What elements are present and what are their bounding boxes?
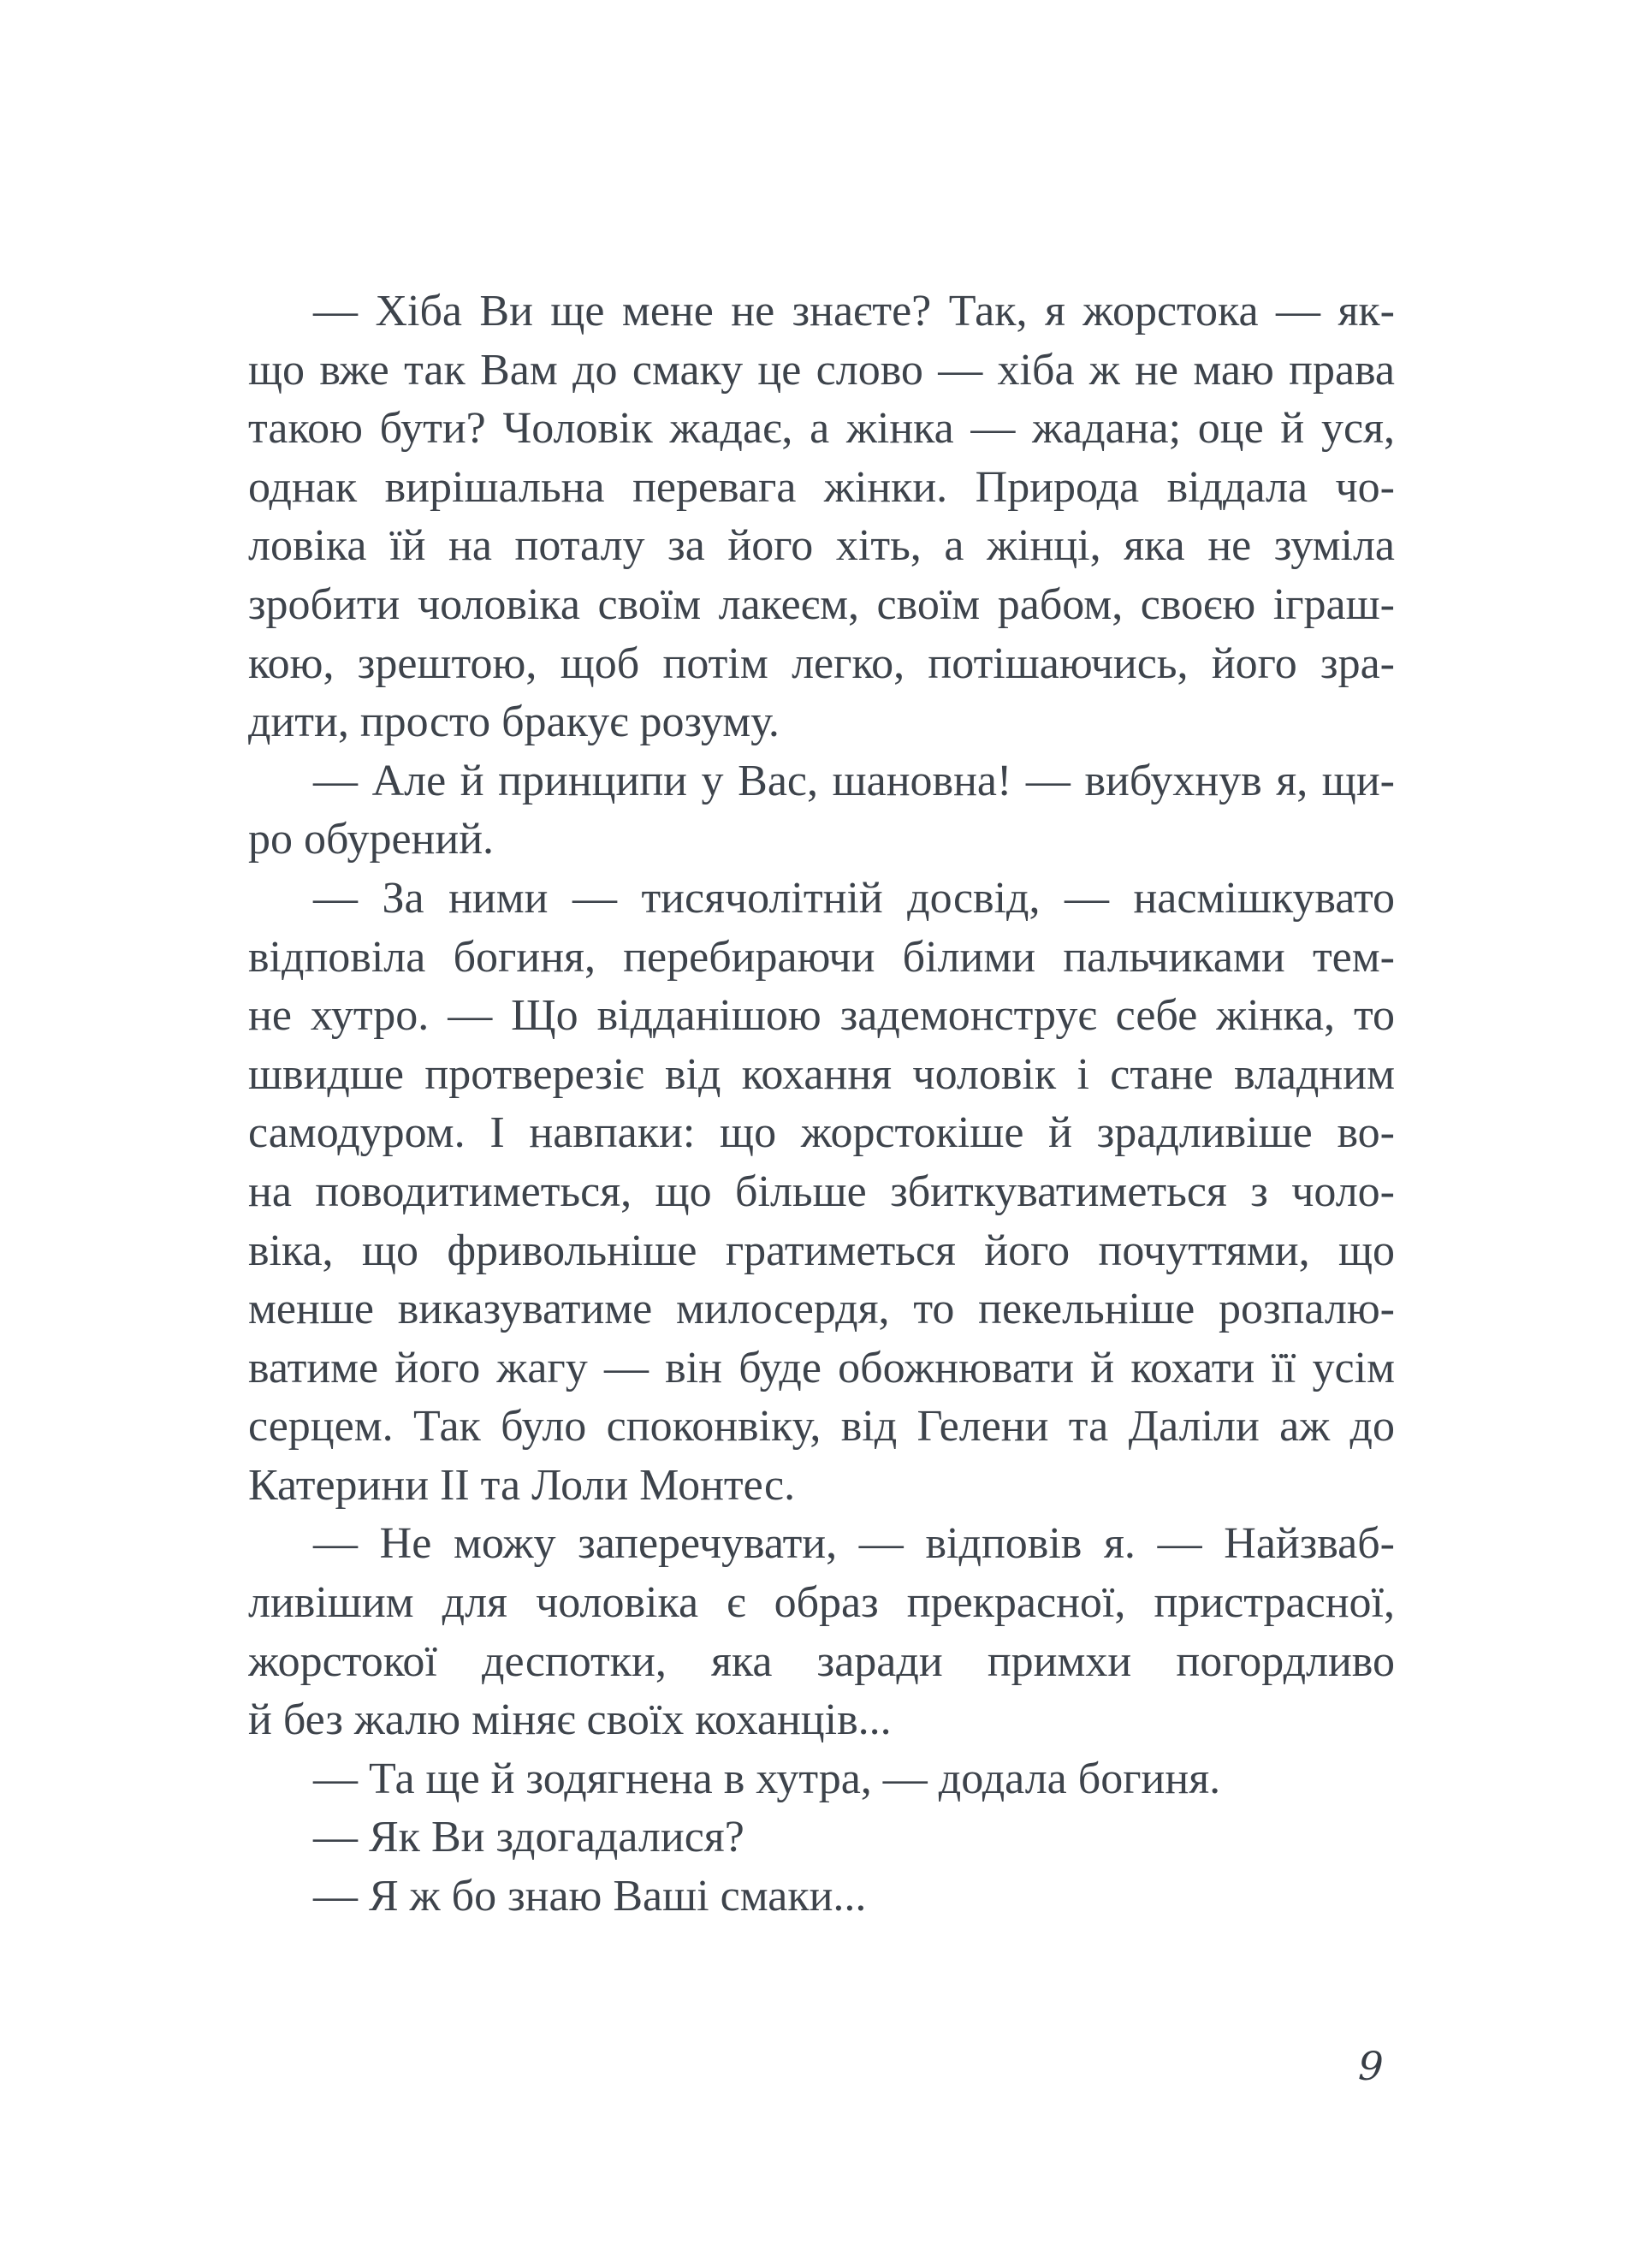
text-line: — Та ще й зодягнена в хутра, — додала богиня. <box>313 1754 1221 1803</box>
text-line: ватиме його жагу — він буде обожнювати й кохати її усім <box>248 1343 1395 1392</box>
text-line: — За ними — тисячолітній досвід, — насмішкувато <box>313 873 1395 923</box>
text-line: однак вирішальна перевага жінки. Природа віддала чо- <box>248 462 1395 512</box>
text-line: такою бути? Чоловік жадає, а жінка — жадана; оце й уся, <box>248 404 1395 454</box>
text-line: кою, зрештою, щоб потім легко, потішаючись, його зра- <box>248 638 1395 688</box>
text-line: — Як Ви здогадалися? <box>313 1813 744 1862</box>
text-line: дити, просто бракує розуму. <box>248 698 780 747</box>
text-line: що вже так Вам до смаку це слово — хіба ж не маю права <box>248 345 1395 395</box>
text-line: самодуром. І навпаки: що жорстокіше й зрадливіше во- <box>248 1108 1395 1158</box>
text-line: — Хіба Ви ще мене не знаєте? Так, я жорстока — як- <box>313 287 1395 335</box>
text-line: ловіка їй на поталу за його хіть, а жінці, яка не зуміла <box>248 521 1395 571</box>
text-line: віка, що фривольніше гратиметься його почуттями, що <box>248 1226 1395 1275</box>
text-line: відповіла богиня, перебираючи білими пальчиками тем- <box>248 932 1395 982</box>
text-line: — Не можу заперечувати, — відповів я. — Найзваб- <box>313 1519 1395 1569</box>
text-line: не хутро. — Що відданішою задемонструє себе жінка, то <box>248 991 1395 1041</box>
page-number: 9 <box>1357 2042 1385 2090</box>
text-line: менше виказуватиме милосердя, то пекельніше розпалю- <box>248 1285 1395 1334</box>
text-line: — Я ж бо знаю Ваші смаки... <box>313 1872 867 1921</box>
text-line: ро обурений. <box>248 815 495 864</box>
text-line: серцем. Так було споконвіку, від Гелени та Даліли аж до <box>248 1402 1395 1452</box>
text-line: Катерини ІІ та Лоли Монтес. <box>248 1460 796 1510</box>
text-line: й без жалю міняє своїх коханців... <box>248 1695 892 1745</box>
text-line: зробити чоловіка своїм лакеєм, своїм рабом, своєю іграш- <box>248 579 1395 629</box>
text-line: жорстокої деспотки, яка заради примхи погордливо <box>248 1636 1395 1686</box>
text-line: на поводитиметься, що більше збиткуватиметься з чоло- <box>248 1167 1395 1216</box>
text-line: — Але й принципи у Вас, шановна! — вибухнув я, щи- <box>313 756 1395 805</box>
text-line: ливішим для чоловіка є образ прекрасної, пристрасної, <box>248 1578 1395 1628</box>
text-line: швидше протверезіє від кохання чоловік і стане владним <box>248 1049 1395 1099</box>
text-block <box>248 282 1395 1927</box>
